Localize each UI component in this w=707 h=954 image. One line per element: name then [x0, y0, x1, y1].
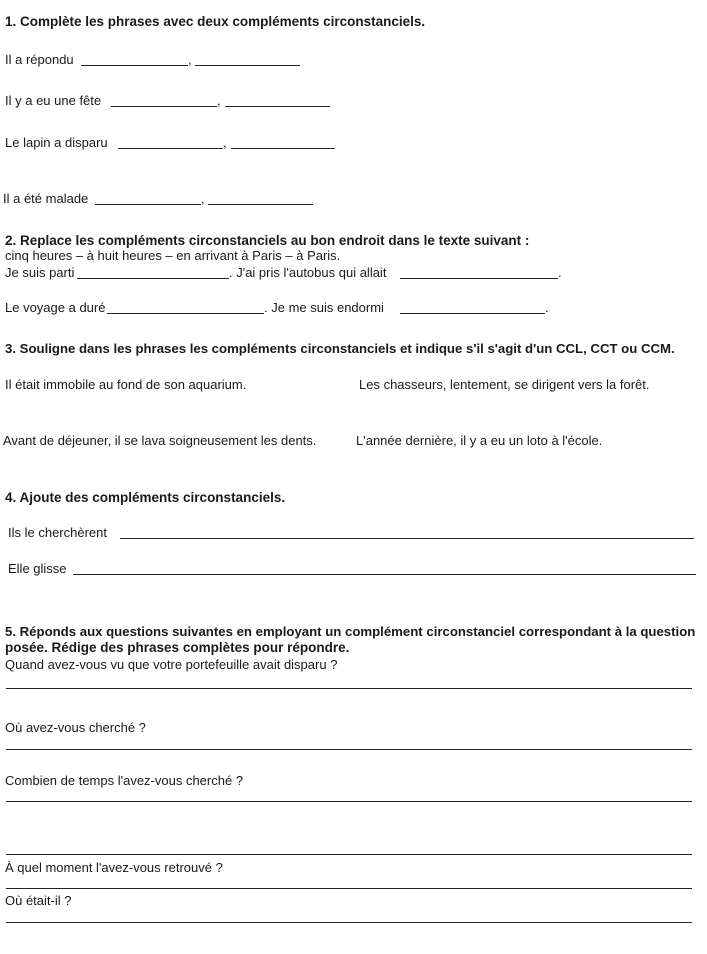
ex2-line-1-end: . — [558, 265, 562, 280]
exercise-3-title: 3. Souligne dans les phrases les compléments circonstanciels et indique s'il s'agit d'un CCL, CCT ou CCM. — [5, 341, 675, 356]
ex5-answer-line-3b[interactable] — [6, 854, 692, 855]
ex1-separator-4: , — [201, 191, 205, 206]
ex1-separator-1: , — [188, 52, 192, 67]
ex5-answer-line-4[interactable] — [6, 888, 692, 889]
exercise-5-title-line-1: 5. Réponds aux questions suivantes en employant un complément circonstanciel correspondant à la question — [5, 624, 696, 639]
ex4-answer-line-2[interactable] — [73, 574, 696, 575]
ex1-sentence-1: Il a répondu — [5, 52, 74, 67]
ex5-answer-line-1[interactable] — [6, 688, 692, 689]
ex1-blank-1a[interactable] — [81, 65, 188, 66]
ex1-blank-3b[interactable] — [231, 148, 335, 149]
ex1-blank-2b[interactable] — [225, 106, 330, 107]
ex1-separator-3: , — [223, 135, 227, 150]
ex5-question-2: Où avez-vous cherché ? — [5, 720, 146, 735]
ex2-line-1-middle: . J'ai pris l'autobus qui allait — [229, 265, 387, 280]
ex1-blank-3a[interactable] — [118, 148, 223, 149]
ex1-blank-2a[interactable] — [111, 106, 217, 107]
ex1-sentence-2: Il y a eu une fête — [5, 93, 102, 108]
ex3-sentence-3: Avant de déjeuner, il se lava soigneusement les dents. — [3, 433, 317, 448]
ex5-question-1: Quand avez-vous vu que votre portefeuille avait disparu ? — [5, 657, 338, 672]
ex4-answer-line-1[interactable] — [120, 538, 694, 539]
ex1-sentence-4: Il a été malade — [3, 191, 89, 206]
ex1-separator-2: , — [217, 93, 221, 108]
exercise-2-title: 2. Replace les compléments circonstanciels au bon endroit dans le texte suivant : — [5, 233, 530, 248]
ex3-sentence-1: Il était immobile au fond de son aquarium. — [5, 377, 247, 392]
ex2-blank-1a[interactable] — [77, 278, 229, 279]
ex2-line-2-middle: . Je me suis endormi — [264, 300, 384, 315]
ex5-answer-line-2[interactable] — [6, 749, 692, 750]
ex2-options: cinq heures – à huit heures – en arrivant à Paris – à Paris. — [5, 248, 341, 263]
ex5-question-3: Combien de temps l'avez-vous cherché ? — [5, 773, 244, 788]
ex1-sentence-3: Le lapin a disparu — [5, 135, 108, 150]
ex2-blank-2b[interactable] — [400, 313, 545, 314]
ex3-sentence-2: Les chasseurs, lentement, se dirigent vers la forêt. — [359, 377, 650, 392]
ex2-line-2-start: Le voyage a duré — [5, 300, 106, 315]
exercise-1-title: 1. Complète les phrases avec deux compléments circonstanciels. — [5, 14, 426, 29]
ex5-answer-line-3a[interactable] — [6, 801, 692, 802]
exercise-4-title: 4. Ajoute des compléments circonstanciels. — [5, 490, 286, 505]
ex2-line-2-end: . — [545, 300, 549, 315]
ex2-blank-1b[interactable] — [400, 278, 558, 279]
ex2-line-1-start: Je suis parti — [5, 265, 75, 280]
ex5-answer-line-5[interactable] — [6, 922, 692, 923]
ex4-sentence-1: Ils le cherchèrent — [8, 525, 107, 540]
ex5-question-5: Où était-il ? — [5, 893, 72, 908]
ex2-blank-2a[interactable] — [107, 313, 264, 314]
ex1-blank-1b[interactable] — [195, 65, 300, 66]
exercise-5-title-line-2: posée. Rédige des phrases complètes pour répondre. — [5, 640, 350, 655]
ex3-sentence-4: L'année dernière, il y a eu un loto à l'école. — [356, 433, 603, 448]
ex4-sentence-2: Elle glisse — [8, 561, 67, 576]
ex1-blank-4a[interactable] — [95, 204, 201, 205]
ex1-blank-4b[interactable] — [208, 204, 313, 205]
ex5-question-4: À quel moment l'avez-vous retrouvé ? — [5, 860, 223, 875]
